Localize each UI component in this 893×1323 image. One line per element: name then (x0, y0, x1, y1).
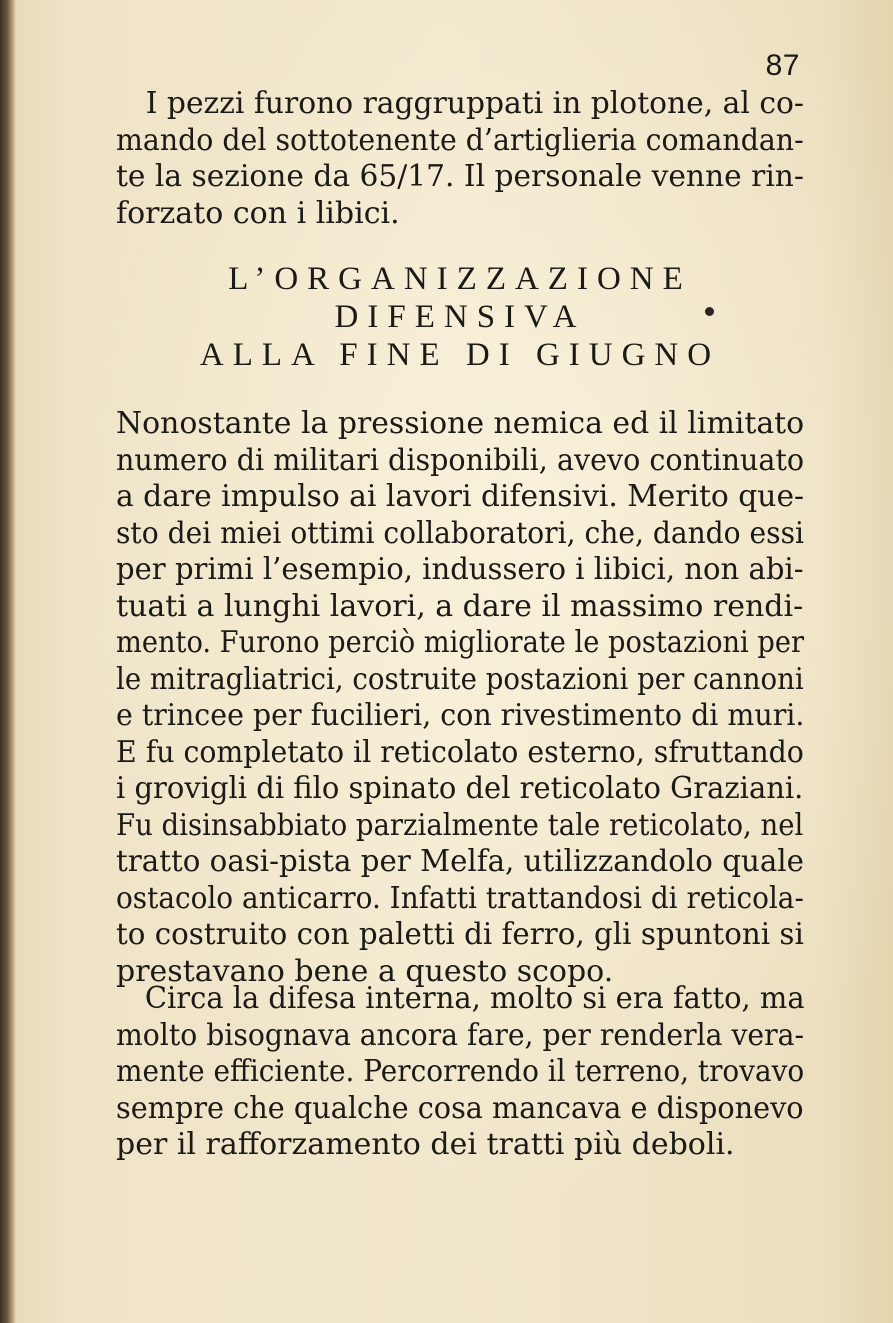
text-line: i grovigli di filo spinato del reticolato Graziani. (116, 771, 804, 806)
text-line: per primi l’esempio, indussero i libici, non abi- (116, 552, 804, 587)
text-line: Circa la difesa interna, molto si era fatto, ma (144, 981, 805, 1016)
text-line: a dare impulso ai lavori difensivi. Merito que- (116, 479, 805, 514)
text-line: to costruito con paletti di ferro, gli spuntoni si (116, 917, 804, 952)
text-line: te la sezione da 65/17. Il personale venne rin- (116, 159, 804, 194)
section-heading-line-2: DIFENSIVA (334, 299, 586, 335)
ink-dot (705, 307, 714, 316)
text-line: ostacolo anticarro. Infatti trattandosi di reticola- (116, 880, 804, 916)
text-line: sto dei miei ottimi collaboratori, che, dando essi (116, 515, 805, 551)
text-line: mento. Furono perciò migliorate le postazioni per (116, 625, 805, 660)
book-spine-shadow (0, 0, 16, 1323)
text-line: forzato con i libici. (116, 195, 400, 231)
text-line: per il rafforzamento dei tratti più deboli. (116, 1127, 735, 1162)
paragraph-2 (116, 406, 804, 990)
paragraph-3 (116, 981, 804, 1164)
text-line: mente efficiente. Percorrendo il terreno, trovavo (116, 1054, 805, 1089)
text-line: e trincee per fucilieri, con rivestimento di muri. (116, 698, 805, 733)
text-line: mando del sottotenente d’artiglieria comandan- (116, 122, 804, 158)
text-line: molto bisognava ancora fare, per renderla vera- (116, 1017, 805, 1053)
text-line: Nonostante la pressione nemica ed il limitato (116, 406, 805, 441)
text-line: numero di militari disponibili, avevo continuato (116, 442, 805, 478)
text-line: tratto oasi-pista per Melfa, utilizzandolo quale (116, 844, 804, 879)
text-line: tuati a lunghi lavori, a dare il massimo rendi- (116, 588, 804, 624)
text-line: Fu disinsabbiato parzialmente tale reticolato, nel (116, 807, 804, 843)
text-line: le mitragliatrici, costruite postazioni per cannoni (116, 661, 804, 697)
paragraph-1 (116, 86, 804, 232)
text-line: E fu completato il reticolato esterno, sfruttando (116, 734, 804, 770)
text-line: prestavano bene a questo scopo. (116, 953, 614, 989)
text-line: I pezzi furono raggruppati in plotone, al co- (145, 86, 804, 121)
section-heading-line-1: L’ORGANIZZAZIONE (228, 261, 692, 297)
section-heading-line-3: ALLA FINE DI GIUGNO (199, 337, 721, 373)
text-line: sempre che qualche cosa mancava e disponevo (116, 1090, 804, 1126)
page-number: 87 (765, 49, 800, 82)
